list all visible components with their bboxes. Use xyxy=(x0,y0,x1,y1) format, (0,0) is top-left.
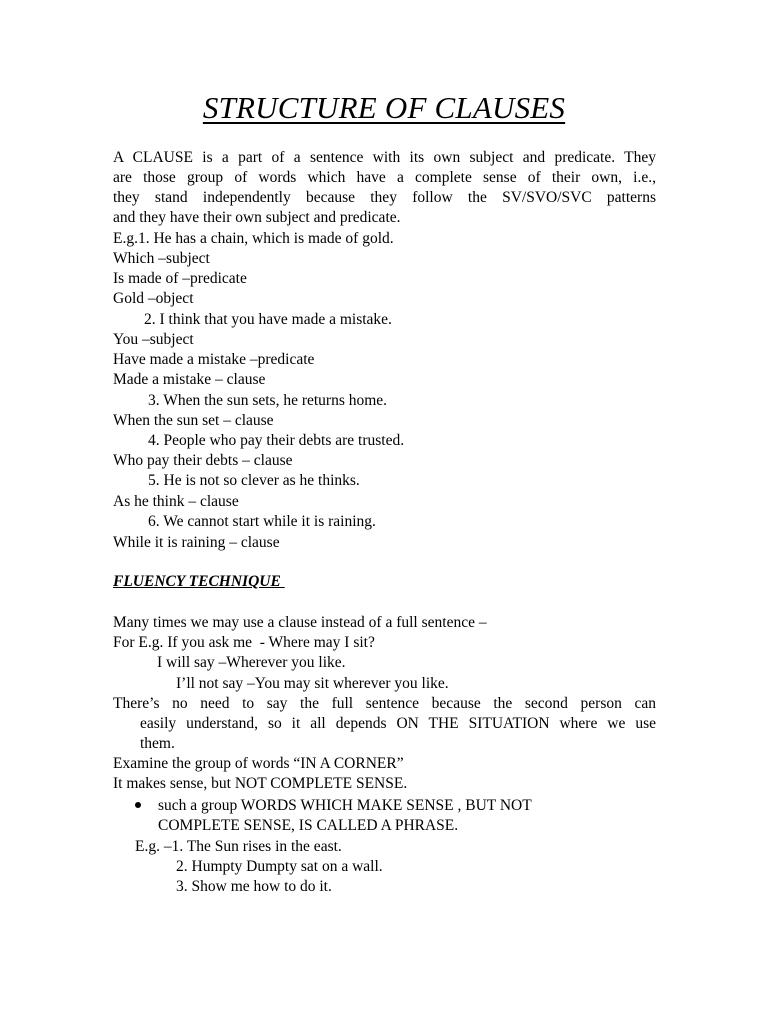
page-title: STRUCTURE OF CLAUSES xyxy=(202,90,566,125)
section-heading: FLUENCY TECHNIQUE xyxy=(113,573,285,590)
bullet-line-1: such a group WORDS WHICH MAKE SENSE , BUT NOT xyxy=(158,797,532,814)
intro-line-1: A CLAUSE is a part of a sentence with its own subject and predicate. They xyxy=(113,149,656,166)
fluency-paragraph-4: I’ll not say –You may sit wherever you like. xyxy=(176,675,449,692)
example-5-clause: As he think – clause xyxy=(113,493,239,510)
fluency-paragraph-3: I will say –Wherever you like. xyxy=(157,654,346,671)
example-1-object: Gold –object xyxy=(113,290,194,307)
example-2-clause: Made a mistake – clause xyxy=(113,371,266,388)
bullet-line-2: COMPLETE SENSE, IS CALLED A PHRASE. xyxy=(158,817,459,834)
example-1-predicate: Is made of –predicate xyxy=(113,270,247,287)
fluency-paragraph-7: It makes sense, but NOT COMPLETE SENSE. xyxy=(113,775,408,792)
example-1-subject: Which –subject xyxy=(113,250,210,267)
phrase-example-1: E.g. –1. The Sun rises in the east. xyxy=(135,838,342,855)
fluency-paragraph-5-line-1: There’s no need to say the full sentence because the second person can xyxy=(113,695,656,712)
example-6-clause: While it is raining – clause xyxy=(113,534,280,551)
fluency-paragraph-6: Examine the group of words “IN A CORNER” xyxy=(113,755,404,772)
fluency-paragraph-2: For E.g. If you ask me - Where may I sit? xyxy=(113,634,375,651)
example-2-predicate: Have made a mistake –predicate xyxy=(113,351,315,368)
fluency-paragraph-5-line-2: easily understand, so it all depends ON THE SITUATION where we use xyxy=(140,715,656,732)
example-2-subject: You –subject xyxy=(113,331,194,348)
example-3-clause: When the sun set – clause xyxy=(113,412,274,429)
example-5: 5. He is not so clever as he thinks. xyxy=(148,472,360,489)
example-6: 6. We cannot start while it is raining. xyxy=(148,513,376,530)
bullet-dot-icon xyxy=(135,802,141,808)
example-4-clause: Who pay their debts – clause xyxy=(113,452,293,469)
example-3: 3. When the sun sets, he returns home. xyxy=(148,392,388,409)
intro-line-3: they stand independently because they follow the SV/SVO/SVC patterns xyxy=(113,189,656,206)
intro-line-4: and they have their own subject and predicate. xyxy=(113,209,401,226)
phrase-example-2: 2. Humpty Dumpty sat on a wall. xyxy=(176,858,383,875)
fluency-paragraph-5-line-3: them. xyxy=(140,735,175,752)
example-2: 2. I think that you have made a mistake. xyxy=(144,311,392,328)
phrase-example-3: 3. Show me how to do it. xyxy=(176,878,332,895)
intro-line-2: are those group of words which have a complete sense of their own, i.e., xyxy=(113,169,656,186)
example-4: 4. People who pay their debts are trusted. xyxy=(148,432,405,449)
example-1: E.g.1. He has a chain, which is made of gold. xyxy=(113,230,394,247)
fluency-paragraph-1: Many times we may use a clause instead of a full sentence – xyxy=(113,614,487,631)
